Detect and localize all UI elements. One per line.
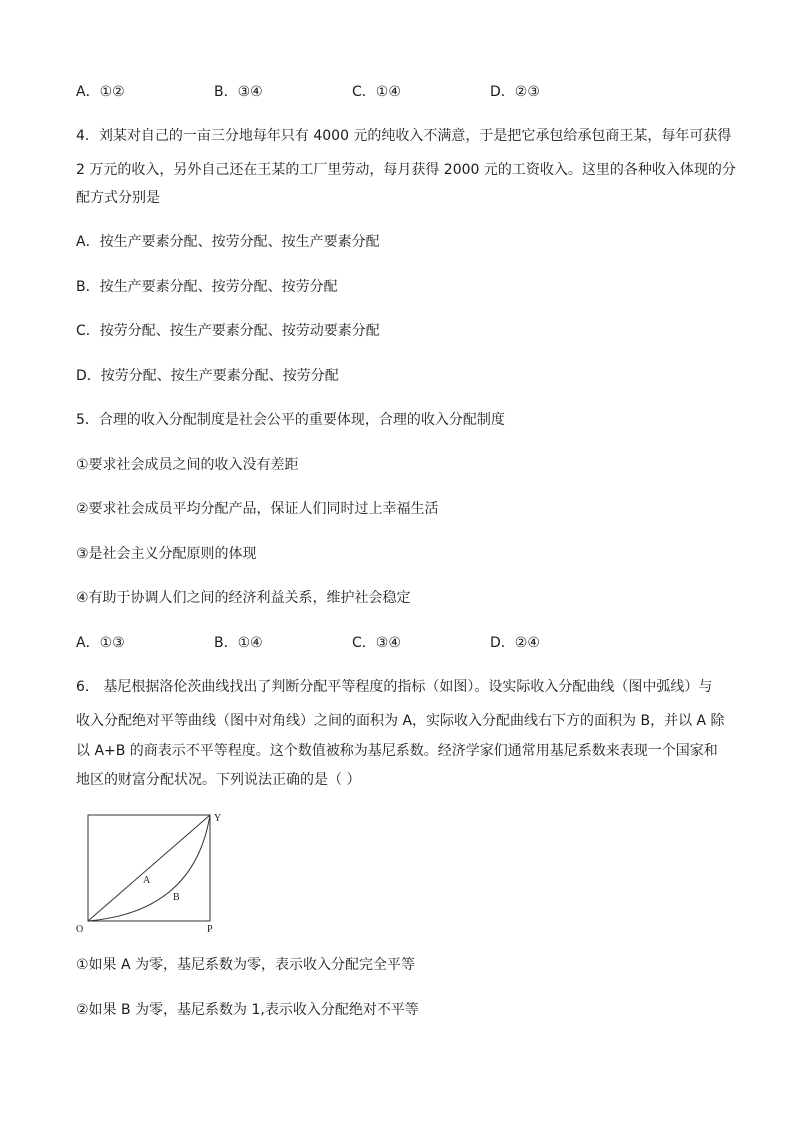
q5-option-a: A．①③ <box>76 635 125 651</box>
q4-stem-line2: 2 万元的收入，另外自己还在王某的工厂里劳动，每月获得 2000 元的工资收入。这里的各种收入体现的分 <box>76 162 736 178</box>
q5-option-b: B．①④ <box>214 635 263 651</box>
q6-item-1: ①如果 A 为零，基尼系数为零，表示收入分配完全平等 <box>76 957 416 973</box>
q5-item-2: ②要求社会成员平均分配产品，保证人们同时过上幸福生活 <box>76 501 439 517</box>
q5-item-4: ④有助于协调人们之间的经济利益关系，维护社会稳定 <box>76 590 411 606</box>
label-p: P <box>207 924 213 935</box>
q4-option-c: C．按劳分配、按生产要素分配、按劳动要素分配 <box>76 323 380 339</box>
q5-item-1: ①要求社会成员之间的收入没有差距 <box>76 457 299 473</box>
lorenz-curve-diagram <box>72 810 232 940</box>
q4-stem-line1: 4．刘某对自己的一亩三分地每年只有 4000 元的纯收入不满意，于是把它承包给承包商王某，每年可获得 <box>76 128 732 144</box>
q5-option-c: C．③④ <box>352 635 401 651</box>
label-area-b: B <box>173 892 180 903</box>
q5-item-3: ③是社会主义分配原则的体现 <box>76 546 257 562</box>
lorenz-curve-figure <box>72 810 232 940</box>
q5-stem: 5．合理的收入分配制度是社会公平的重要体现，合理的收入分配制度 <box>76 412 505 428</box>
q4-option-b: B．按生产要素分配、按劳分配、按劳分配 <box>76 279 338 295</box>
label-y: Y <box>214 813 222 824</box>
q5-option-d: D．②④ <box>490 635 540 651</box>
q4-option-d: D．按劳分配、按生产要素分配、按劳分配 <box>76 368 339 384</box>
label-o: O <box>76 924 84 935</box>
q6-stem-line1: 6． 基尼根据洛伦茨曲线找出了判断分配平等程度的指标（如图）。设实际收入分配曲线（图中弧线）与 <box>76 679 713 695</box>
top-option-d: D．②③ <box>490 84 540 100</box>
top-option-a: A．①② <box>76 84 125 100</box>
q4-stem-line3: 配方式分别是 <box>76 190 160 206</box>
top-option-b: B．③④ <box>214 84 263 100</box>
label-area-a: A <box>143 875 151 886</box>
top-option-c: C．①④ <box>352 84 401 100</box>
q6-stem-line2: 收入分配绝对平等曲线（图中对角线）之间的面积为 A，实际收入分配曲线右下方的面积为 B，并以 A 除 <box>76 713 725 729</box>
q6-stem-line3: 以 A+B 的商表示不平等程度。这个数值被称为基尼系数。经济学家们通常用基尼系数来表现一个国家和 <box>76 743 718 759</box>
q4-option-a: A．按生产要素分配、按劳分配、按生产要素分配 <box>76 234 380 250</box>
q6-stem-line4: 地区的财富分配状况。下列说法正确的是（ ） <box>76 772 361 788</box>
q6-item-2: ②如果 B 为零，基尼系数为 1,表示收入分配绝对不平等 <box>76 1002 419 1018</box>
